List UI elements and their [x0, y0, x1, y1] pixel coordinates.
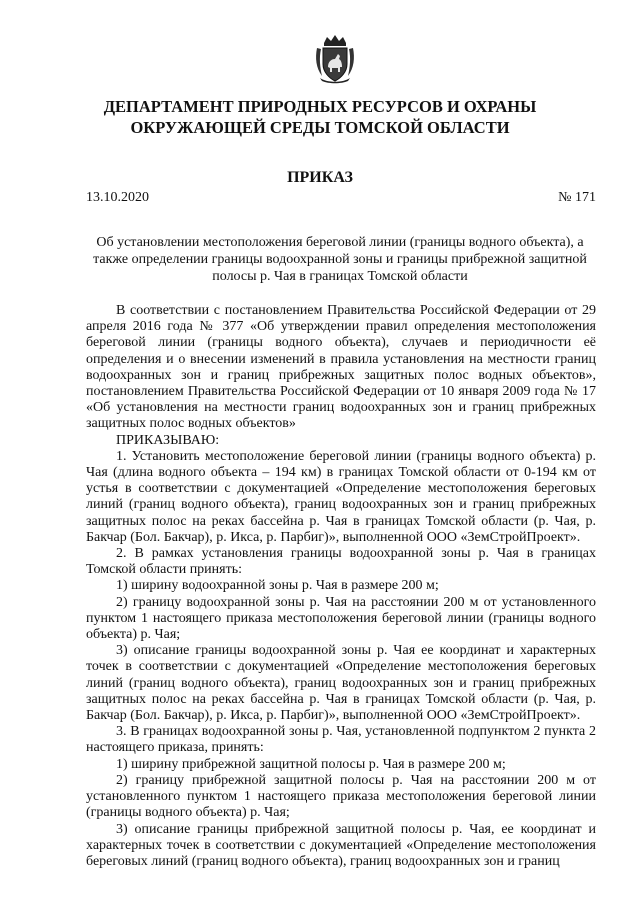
order-date: 13.10.2020	[86, 190, 149, 205]
order-subject: Об установлении местоположения береговой линии (границы водного объекта), а также определении границы водоохранной зоны и границы прибрежной защитной полосы р. Чая в границах Томской области	[93, 235, 587, 284]
preamble-paragraph: В соответствии с постановлением Правительства Российской Федерации от 29 апреля 2016 года № 377 «Об утверждении правил определения местоположения береговой линии (границы водного объекта), случаев и периодичности её определения и о внесении изменений в правила установления на местности границ водоохранных зон и границ прибрежных защитных полос водных объектов», постановлением Правительства Российской Федерации от 10 января 2009 года № 17 «Об установления на местности границ водоохранных зон и границ прибрежных защитных полос водных объектов»	[86, 303, 596, 432]
clause-2-item-3: 3) описание границы водоохранной зоны р. Чая ее координат и характерных точек в соответствии с документацией «Определение местоположения береговых линий (границ водного объекта), границ водоохранных зон и границ прибрежных защитных полос на реках бассейна р. Чая в границах Томской области (р. Чая, р. Бакчар (Бол. Бакчар), р. Икса, р. Парбиг)», выполненной ООО «ЗемСтройПроект».	[86, 643, 596, 724]
clause-2-item-2: 2) границу водоохранной зоны р. Чая на расстоянии 200 м от установленного пунктом 1 настоящего приказа местоположения береговой линии (границы водного объекта) р. Чая;	[86, 594, 596, 643]
clause-2-item-1: 1) ширину водоохранной зоны р. Чая в размере 200 м;	[116, 578, 439, 594]
clause-3-item-1: 1) ширину прибрежной защитной полосы р. Чая в размере 200 м;	[116, 756, 506, 772]
order-body	[86, 303, 596, 870]
clause-3: 3. В границах водоохранной зоны р. Чая, установленной подпунктом 2 пункта 2 настоящего приказа, принять:	[86, 724, 596, 756]
order-number: № 171	[558, 190, 596, 205]
order-title: ПРИКАЗ	[287, 169, 353, 186]
order-command: ПРИКАЗЫВАЮ:	[116, 432, 220, 448]
clause-3-item-2: 2) границу прибрежной защитной полосы р. Чая на расстоянии 200 м от установленного пунктом 1 настоящего приказа местоположения береговой линии (границы водного объекта) р. Чая;	[86, 772, 596, 821]
tomsk-coat-of-arms-icon	[314, 34, 356, 84]
clause-1: 1. Установить местоположение береговой линии (границы водного объекта) р. Чая (длина водного объекта – 194 км) в границах Томской области от 0-194 км от устья в соответствии с документацией «Определение местоположения береговых линий (границ водного объекта), границ водоохранных зон и границ прибрежных защитных полос на реках бассейна р. Чая в границах Томской области (р. Чая, р. Бакчар (Бол. Бакчар), р. Икса, р. Парбиг)», выполненной ООО «ЗемСтройПроект».	[86, 448, 596, 545]
clause-3-item-3: 3) описание границы прибрежной защитной полосы р. Чая, ее координат и характерных точек в соответствии с документацией «Определение местоположения береговых линий (границ водного объекта), границ водоохранных зон и границ	[86, 821, 596, 869]
clause-2: 2. В рамках установления границы водоохранной зоны р. Чая в границах Томской области принять:	[86, 546, 596, 578]
department-name: ДЕПАРТАМЕНТ ПРИРОДНЫХ РЕСУРСОВ И ОХРАНЫ ОКРУЖАЮЩЕЙ СРЕДЫ ТОМСКОЙ ОБЛАСТИ	[103, 97, 537, 137]
